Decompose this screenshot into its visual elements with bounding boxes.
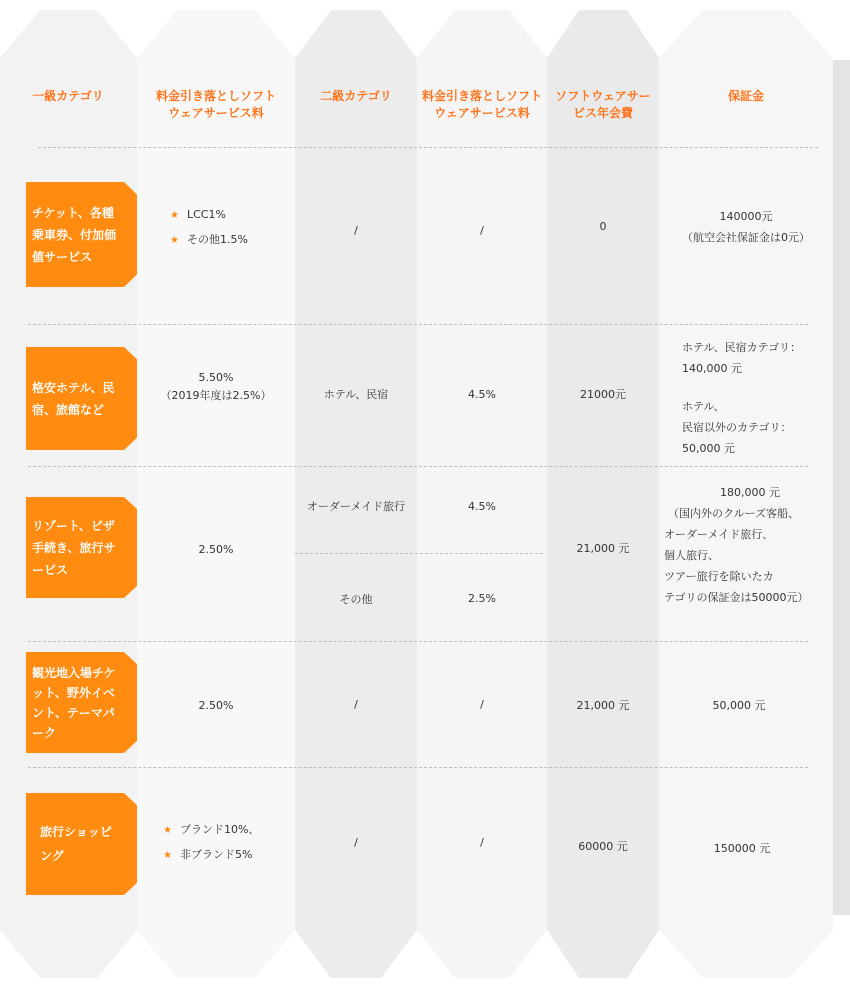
column-bg-fee2 xyxy=(417,10,547,978)
star-icon: ★ xyxy=(163,825,172,836)
list-item: ★ 非ブランド5% xyxy=(163,848,253,861)
list-item: ★ その他1.5% xyxy=(170,233,248,246)
category-label: 格安ホテル、民宿、旅館など xyxy=(26,347,124,450)
fee-list xyxy=(170,206,248,256)
sub-fee: 4.5% xyxy=(468,388,496,401)
fee: 5.50% （2019年度は2.5%） xyxy=(160,371,272,402)
sub-fee: / xyxy=(480,698,484,711)
category-label: 旅行ショッピング xyxy=(26,793,124,895)
fee-list xyxy=(163,821,259,871)
annual-fee: 0 xyxy=(599,220,607,233)
sub-fee: / xyxy=(480,836,484,849)
star-icon: ★ xyxy=(163,850,172,861)
header-fee1: 料金引き落としソフトウェアサービス料 xyxy=(155,89,276,120)
annual-fee: 21,000 元 xyxy=(576,699,630,712)
separator xyxy=(38,147,818,148)
sub-category: / xyxy=(354,836,358,849)
header-cat1: 一級カテゴリ xyxy=(32,89,104,103)
category-label: 観光地入場チケット、野外イベント、テーマパーク xyxy=(26,652,124,753)
column-bg-annual xyxy=(547,10,659,978)
category-label: チケット、各種乗車券、付加価値サービス xyxy=(26,182,124,287)
fee: 2.50% xyxy=(198,543,234,556)
header-cat2: 二級カテゴリ xyxy=(320,89,392,103)
sub-category: ホテル、民宿 xyxy=(323,388,389,401)
column-bg-cat2 xyxy=(295,10,417,978)
sub-category: オーダーメイド旅行 xyxy=(306,500,406,513)
separator xyxy=(295,553,543,554)
list-item: ★ LCC1% xyxy=(170,208,226,221)
category-label: リゾート、ビザ手続き、旅行サービス xyxy=(26,497,124,598)
deposit: ホテル、民宿カテゴリ： 140,000 元 ホテル、 民宿以外のカテゴリ： 50,000 元 xyxy=(682,341,802,455)
header-annual: ソフトウェアサービス年会費 xyxy=(555,89,651,120)
sub-fee: 2.5% xyxy=(468,592,496,605)
sub-category: その他 xyxy=(339,593,373,606)
separator xyxy=(28,767,808,768)
fee: 2.50% xyxy=(198,699,234,712)
annual-fee: 60000 元 xyxy=(578,840,628,853)
deposit: 180,000 元 （国内外のクルーズ客船、 オーダーメイド旅行、 個人旅行、 ツアー旅行を除いたカ テゴリの保証金は50000元） xyxy=(664,486,809,604)
deposit: 140000元 （航空会社保証金は0元） xyxy=(682,210,810,244)
separator xyxy=(28,466,808,467)
deposit: 50,000 元 xyxy=(712,699,766,712)
sub-fee: 4.5% xyxy=(468,500,496,513)
separator xyxy=(28,641,808,642)
list-item: ★ ブランド10%、 xyxy=(163,823,260,836)
header-fee2: 料金引き落としソフトウェアサービス料 xyxy=(421,89,542,120)
sub-category: / xyxy=(354,224,358,237)
deposit: 150000 元 xyxy=(713,842,771,855)
separator xyxy=(28,324,808,325)
sub-fee: / xyxy=(480,224,484,237)
header-deposit: 保証金 xyxy=(727,89,764,103)
sub-category: / xyxy=(354,698,358,711)
star-icon: ★ xyxy=(170,210,179,221)
annual-fee: 21000元 xyxy=(580,388,626,401)
star-icon: ★ xyxy=(170,235,179,246)
annual-fee: 21,000 元 xyxy=(576,542,630,555)
